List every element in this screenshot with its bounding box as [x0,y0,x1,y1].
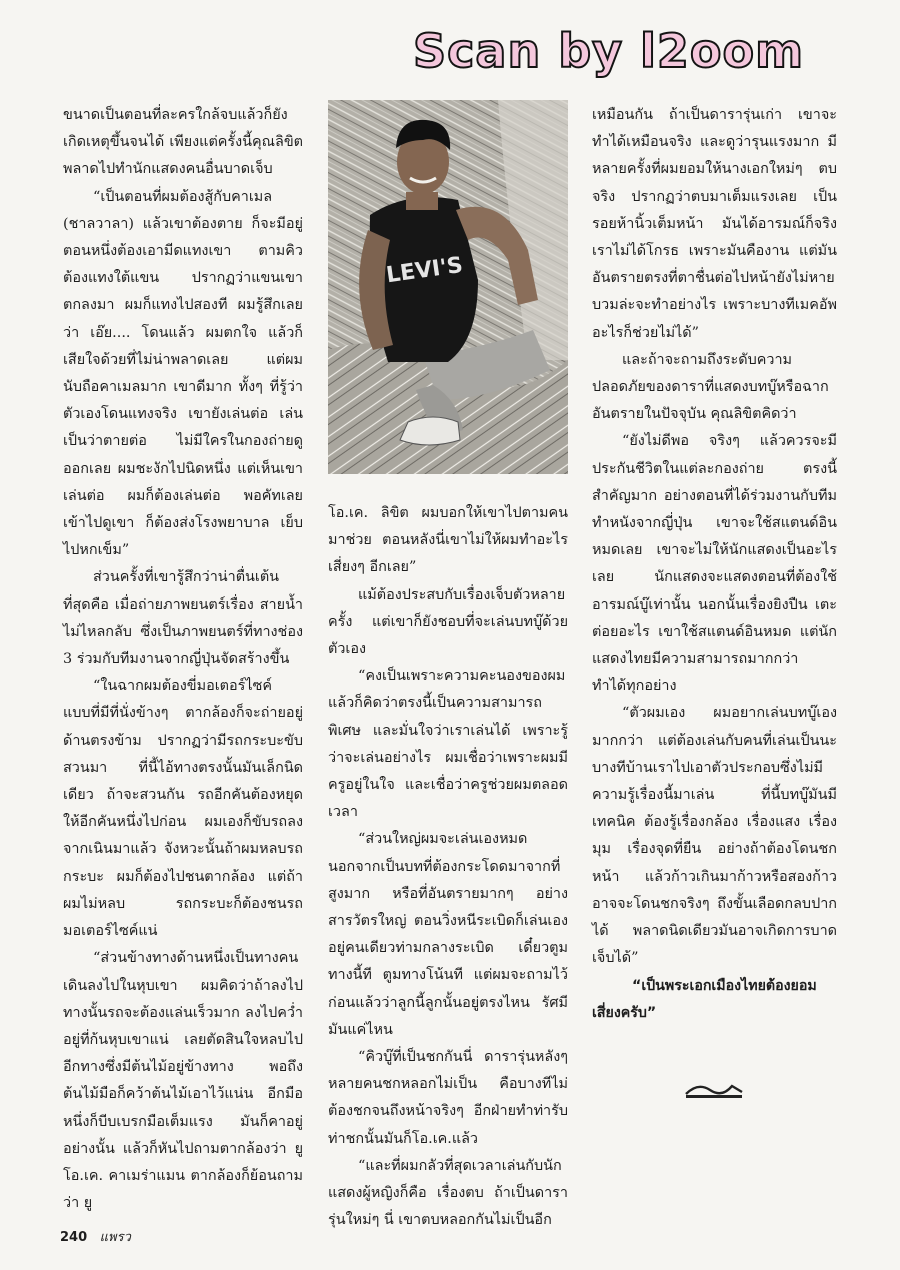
actor-photo [328,100,568,474]
paragraph: “คิวบู๊ที่เป็นชกกันนี่ ดารารุ่นหลังๆ หลายคนชกหลอกไม่เป็น คือบางทีไม่ต้องชกจนถึงหน้าจริงๆ อีกฝ่ายทำท่ารับท่าชกนั้นมันก็โอ.เค.แล้ว [328,1049,568,1147]
paragraph: “ส่วนใหญ่ผมจะเล่นเองหมด นอกจากเป็นบทที่ต้องกระโดดมาจากที่สูงมาก หรือที่อันตรายมากๆ อย่าง สารวัตรใหญ่ ตอนวิ่งหนีระเบิดก็เล่นเอง อยู่คนเดียวท่ามกลางระเบิด เดี๋ยวตูมทางนี้ที ตูมทางโน้นที แต่ผมจะถามไว้ก่อนแล้วว่าลูกนี้ลูกนั้นอยู่ตรงไหน รัศมีมันแค่ไหน [328,831,568,1038]
paragraph: และถ้าจะถามถึงระดับความปลอดภัยของดาราที่แสดงบทบู๊หรือฉากอันตรายในปัจจุบัน คุณลิขิตคิดว่า [592,351,829,423]
scan-watermark: Scan by l2oom [413,24,805,78]
magazine-logo: แพรว [99,1230,131,1245]
paragraph: “ในฉากผมต้องขี่มอเตอร์ไซค์ แบบที่มีที่นั่งข้างๆ ตากล้องก็จะถ่ายอยู่ด้านตรงข้าม ปรากฏว่ามีรถกระบะขับสวนมา ที่นี้ไอ้ทางตรงนั้นมันเล็กนิดเดียว ถ้าจะสวนกัน รถอีกคันต้องหยุดให้อีกคันหนึ่งไปก่อน ผมเองก็ขับรถลงจากเนินมาแล้ว จังหวะนั้นถ้าผมหลบรถกระบะ ผมก็ต้องไปชนตากล้อง แต่ถ้าผมไม่หลบ รถกระบะก็ต้องชนรถมอเตอร์ไซค์แน่ [63,678,303,940]
paragraph: “ส่วนข้างทางด้านหนึ่งเป็นทางคนเดินลงไปในหุบเขา ผมคิดว่าถ้าลงไปทางนั้นรถจะต้องแล่นเร็วมาก ลงไปคว่ำอยู่ที่ก้นหุบเขาแน่ เลยตัดสินใจหลบไปอีกทางซึ่งมีต้นไม้อยู่ข้างทาง พอถึงต้นไม้มือก็คว้าต้นไม้เอาไว้แน่น อีกมือหนึ่งก็บีบเบรกมือเต็มแรง มันก็คาอยู่อย่างนั้น แล้วก็หันไปถามตากล้องว่า ยู โอ.เค. คาเมร่าแมน ตากล้องก็ย้อนถามว่า ยู [63,950,303,1212]
paragraph: “เป็นตอนที่ผมต้องสู้กับคาเมล (ชาลวาลา) แล้วเขาต้องตาย ก็จะมีอยู่ตอนหนึ่งต้องเอามีดแทงเขา ตามคิวต้องแทงใต้แขน ปรากฏว่าแขนเขาตกลงมา ผมก็แทงไปสองที ผมรู้สึกเลยว่า เอ๊ย.... โดนแล้ว ผมตกใจ แล้วก็เสียใจด้วยที่ไม่น่าพลาดเลย แต่ผมนับถือคาเมลมาก เขาดีมาก ทั้งๆ ที่รู้ว่าตัวเองโดนแทงจริง เขายังเล่นต่อ เล่นเป็นว่าตายต่อ ไม่มีใครในกองถ่ายดูออกเลย ผมชะงักไปนิดหนึ่ง แต่เห็นเขาเล่นต่อ ผมก็ต้องเล่นต่อ พอคัทเลยเข้าไปดูเขา ก็ต้องส่งโรงพยาบาล เย็บไปหกเข็ม” [63,188,303,559]
page-footer [60,1226,131,1247]
page-number: 240 [60,1230,88,1245]
paragraph: เหมือนกัน ถ้าเป็นดารารุ่นเก่า เขาจะทำได้เหมือนจริง และดูว่ารุนแรงมาก มีหลายครั้งที่ผมยอมให้นางเอกใหม่ๆ ตบจริง ปรากฏว่าตบมาเต็มแรงเลย เป็นรอยห้านิ้วเต็มหน้า มันได้อารมณ์ก็จริง เราไม่ได้โกรธ เพราะมันคืองาน แต่มันอันตรายตรงที่ตาชื่นต่อไปหน้ายังไม่หายบวมล่ะจะทำอย่างไร เพราะบางทีเมคอัพอะไรก็ช่วยไม่ได้” [592,107,837,341]
end-mark-icon [684,1078,744,1100]
paragraph: โอ.เค. ลิขิต ผมบอกให้เขาไปตามคนมาช่วย ตอนหลังนี่เขาไม่ให้ผมทำอะไรเสี่ยงๆ อีกเลย” [328,505,568,576]
actor-photo-drawing [328,100,568,474]
paragraph: ส่วนครั้งที่เขารู้สึกว่าน่าตื่นเต้นที่สุดคือ เมื่อถ่ายภาพยนตร์เรื่อง สายน้ำไม่ไหลกลับ ซึ่งเป็นภาพยนตร์ที่ทางช่อง 3 ร่วมกับทีมงานจากญี่ปุ่นจัดสร้างขึ้น [63,569,303,668]
article-column-1 [63,102,303,1232]
paragraph: “คงเป็นเพราะความคะนองของผม แล้วก็คิดว่าตรงนี้เป็นความสามารถพิเศษ และมั่นใจว่าเราเล่นได้ เพราะรู้ว่าจะเล่นอย่างไร ผมเชื่อว่าเพราะผมมีครูอยู่ในใจ และเชื่อว่าครูช่วยผมตลอดเวลา [328,668,568,821]
article-column-2 [328,500,568,1235]
closing-quote: “เป็นพระเอกเมืองไทยต้องยอมเสี่ยงครับ” [592,977,817,1021]
paragraph: “ตัวผมเอง ผมอยากเล่นบทบู๊เองมากกว่า แต่ต้องเล่นกับคนที่เล่นเป็นนะ บางทีบ้านเราไปเอาตัวประกอบซึ่งไม่มีความรู้เรื่องนี้มาเล่น ที่นี้บทบู๊มันมีเทคนิค ต้องรู้เรื่องกล้อง เรื่องแสง เรื่องมุม เรื่องจุดที่ยืน อย่างถ้าต้องโดนชกหน้า แล้วก้าวเกินมาก้าวหรือสองก้าว อาจจะโดนชกจริงๆ ถึงขั้นเลือดกลบปาก ได้ พลาดนิดเดียวมันอาจเกิดการบาดเจ็บได้” [592,705,837,967]
shirt-print: LEVI'S [384,252,465,289]
paragraph: “ยังไม่ดีพอ จริงๆ แล้วควรจะมีประกันชีวิตในแต่ละกองถ่าย ตรงนี้สำคัญมาก อย่างตอนที่ได้ร่วมงานกับทีมทำหนังจากญี่ปุ่น เขาจะใช้สแตนด์อินหมดเลย เขาจะไม่ให้นักแสดงเป็นอะไรเลย นักแสดงจะแสดงตอนที่ต้องใช้อารมณ์บู๊เท่านั้น นอกนั้นเรื่องยิงปืน เตะต่อยอะไร เขาใช้สแตนด์อินหมด แต่นักแสดงไทยมีความสามารถมากกว่า ทำได้ทุกอย่าง [592,433,837,695]
paragraph: “และที่ผมกลัวที่สุดเวลาเล่นกับนักแสดงผู้หญิงก็คือ เรื่องตบ ถ้าเป็นดารารุ่นใหม่ๆ นี่ เขาตบหลอกกันไม่เป็นอีก [328,1157,568,1229]
article-column-3 [592,102,837,1021]
paragraph: ขนาดเป็นตอนที่ละครใกล้จบแล้วก็ยังเกิดเหตุขึ้นจนได้ เพียงแต่ครั้งนี้คุณลิขิตพลาดไปทำนักแสดงคนอื่นบาดเจ็บ [63,107,303,178]
paragraph: แม้ต้องประสบกับเรื่องเจ็บตัวหลายครั้ง แต่เขาก็ยังชอบที่จะเล่นบทบู๊ด้วยตัวเอง [328,586,568,658]
